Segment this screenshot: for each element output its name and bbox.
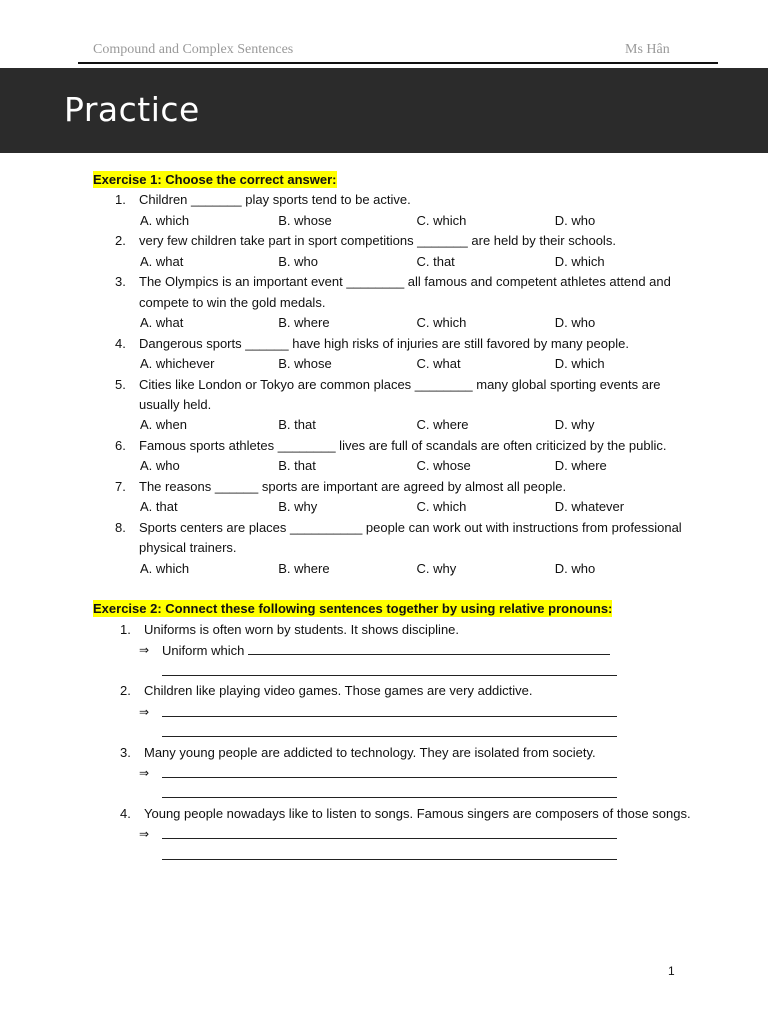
answer-option[interactable]: A. that [140,499,178,515]
answer-option[interactable]: A. whichever [140,356,215,372]
answer-option[interactable]: A. when [140,417,187,433]
arrow-icon: ⇒ [139,827,150,842]
arrow-icon: ⇒ [139,643,150,658]
answer-prompt: Uniform which [162,643,245,659]
question-number: 4. [120,805,131,821]
answer-line[interactable] [162,661,617,676]
question [93,272,693,313]
question-number: 3. [115,274,126,290]
header-title: Compound and Complex Sentences [93,42,294,57]
question-text: Dangerous sports ______ have high risks of injuries are still favored by many people. [139,335,629,351]
answer-option[interactable]: B. whose [278,356,332,372]
question [93,743,693,763]
question-text: The Olympics is an important event ________ all famous and competent athletes attend and compete to win the gold medals. [139,274,671,310]
question-number: 7. [115,478,126,494]
answer-option[interactable]: D. who [554,560,596,576]
question [93,681,693,701]
arrow-icon: ⇒ [139,766,150,781]
answer-option[interactable]: C. why [416,560,457,576]
answer-line[interactable] [162,722,617,737]
answer-option[interactable]: C. which [416,315,467,331]
question-number: 8. [115,519,126,535]
answer-option[interactable]: A. what [140,315,184,331]
question-number: 6. [115,437,126,453]
answer-option[interactable]: D. who [554,212,596,228]
question [93,375,693,416]
answer-option[interactable]: B. where [278,315,330,331]
answer-option[interactable]: C. what [416,356,461,372]
page-title: Practice [64,90,200,129]
answer-options [93,354,693,374]
answer-options [93,211,693,231]
answer-option[interactable]: C. which [416,499,467,515]
answer-line[interactable] [162,702,617,717]
answer-options [93,497,693,517]
answer-options [93,252,693,272]
exercise2-title: Exercise 2: Connect these following sentences together by using relative pronouns: [93,601,613,617]
question [93,436,693,456]
question-text: very few children take part in sport competitions _______ are held by their schools. [139,233,616,249]
question [93,518,693,559]
answer-option[interactable]: B. where [278,560,330,576]
question-text: Many young people are addicted to technology. They are isolated from society. [144,744,596,760]
exercise2-list [93,620,693,865]
question-text: Sports centers are places __________ people can work out with instructions from professional physical trainers. [139,519,682,556]
answer-option[interactable]: B. that [278,458,316,474]
question-number: 2. [115,233,126,249]
answer-option[interactable]: C. where [416,417,469,433]
answer-option[interactable]: D. which [554,253,605,269]
answer-option[interactable]: B. whose [278,212,332,228]
header-rule [78,62,718,64]
answer-option[interactable]: D. which [554,356,605,372]
answer-line[interactable] [162,824,617,839]
page-number: 1 [668,964,675,978]
worksheet-content [93,170,693,865]
question-number: 1. [115,192,126,208]
question-text: Children like playing video games. Those games are very addictive. [144,683,533,699]
answer-options [93,415,693,435]
question-text: The reasons ______ sports are important are agreed by almost all people. [139,478,567,494]
answer-option[interactable]: A. which [140,560,190,576]
answer-option[interactable]: B. that [278,417,316,433]
answer-options [93,559,693,579]
arrow-icon: ⇒ [139,704,150,719]
banner [0,68,768,153]
answer-option[interactable]: A. who [140,458,180,474]
question-text: Children _______ play sports tend to be active. [139,192,411,208]
question-text: Uniforms is often worn by students. It shows discipline. [144,621,460,637]
question [93,190,693,210]
answer-option[interactable]: C. that [416,253,455,269]
answer-option[interactable]: D. why [554,417,595,433]
question [93,620,693,640]
answer-option[interactable]: D. where [554,458,607,474]
question-number: 3. [120,744,131,760]
question [93,477,693,497]
question-number: 4. [115,335,126,351]
header-author: Ms Hân [625,42,670,57]
answer-options [93,313,693,333]
question-number: 2. [120,683,131,699]
question-text: Cities like London or Tokyo are common places ________ many global sporting events are usually held. [139,376,661,412]
question-text: Famous sports athletes ________ lives are full of scandals are often criticized by the public. [139,437,667,453]
question [93,804,693,824]
answer-line[interactable] [162,763,617,778]
answer-option[interactable]: B. who [278,253,318,269]
answer-option[interactable]: C. whose [416,458,471,474]
exercise1-title: Exercise 1: Choose the correct answer: [93,172,337,187]
answer-option[interactable]: D. who [554,315,596,331]
question-number: 1. [120,621,131,637]
question-number: 5. [115,376,126,392]
answer-option[interactable]: C. which [416,212,467,228]
answer-option[interactable]: D. whatever [554,499,625,515]
answer-line[interactable] [162,845,617,860]
answer-options [93,456,693,476]
question-text: Young people nowadays like to listen to songs. Famous singers are composers of those songs. [144,805,691,821]
answer-option[interactable]: A. what [140,253,184,269]
answer-line[interactable] [162,783,617,798]
answer-line[interactable] [248,640,610,655]
exercise1-list [93,190,693,579]
answer-option[interactable]: A. which [140,212,190,228]
question [93,334,693,354]
answer-option[interactable]: B. why [278,499,318,515]
question [93,231,693,251]
